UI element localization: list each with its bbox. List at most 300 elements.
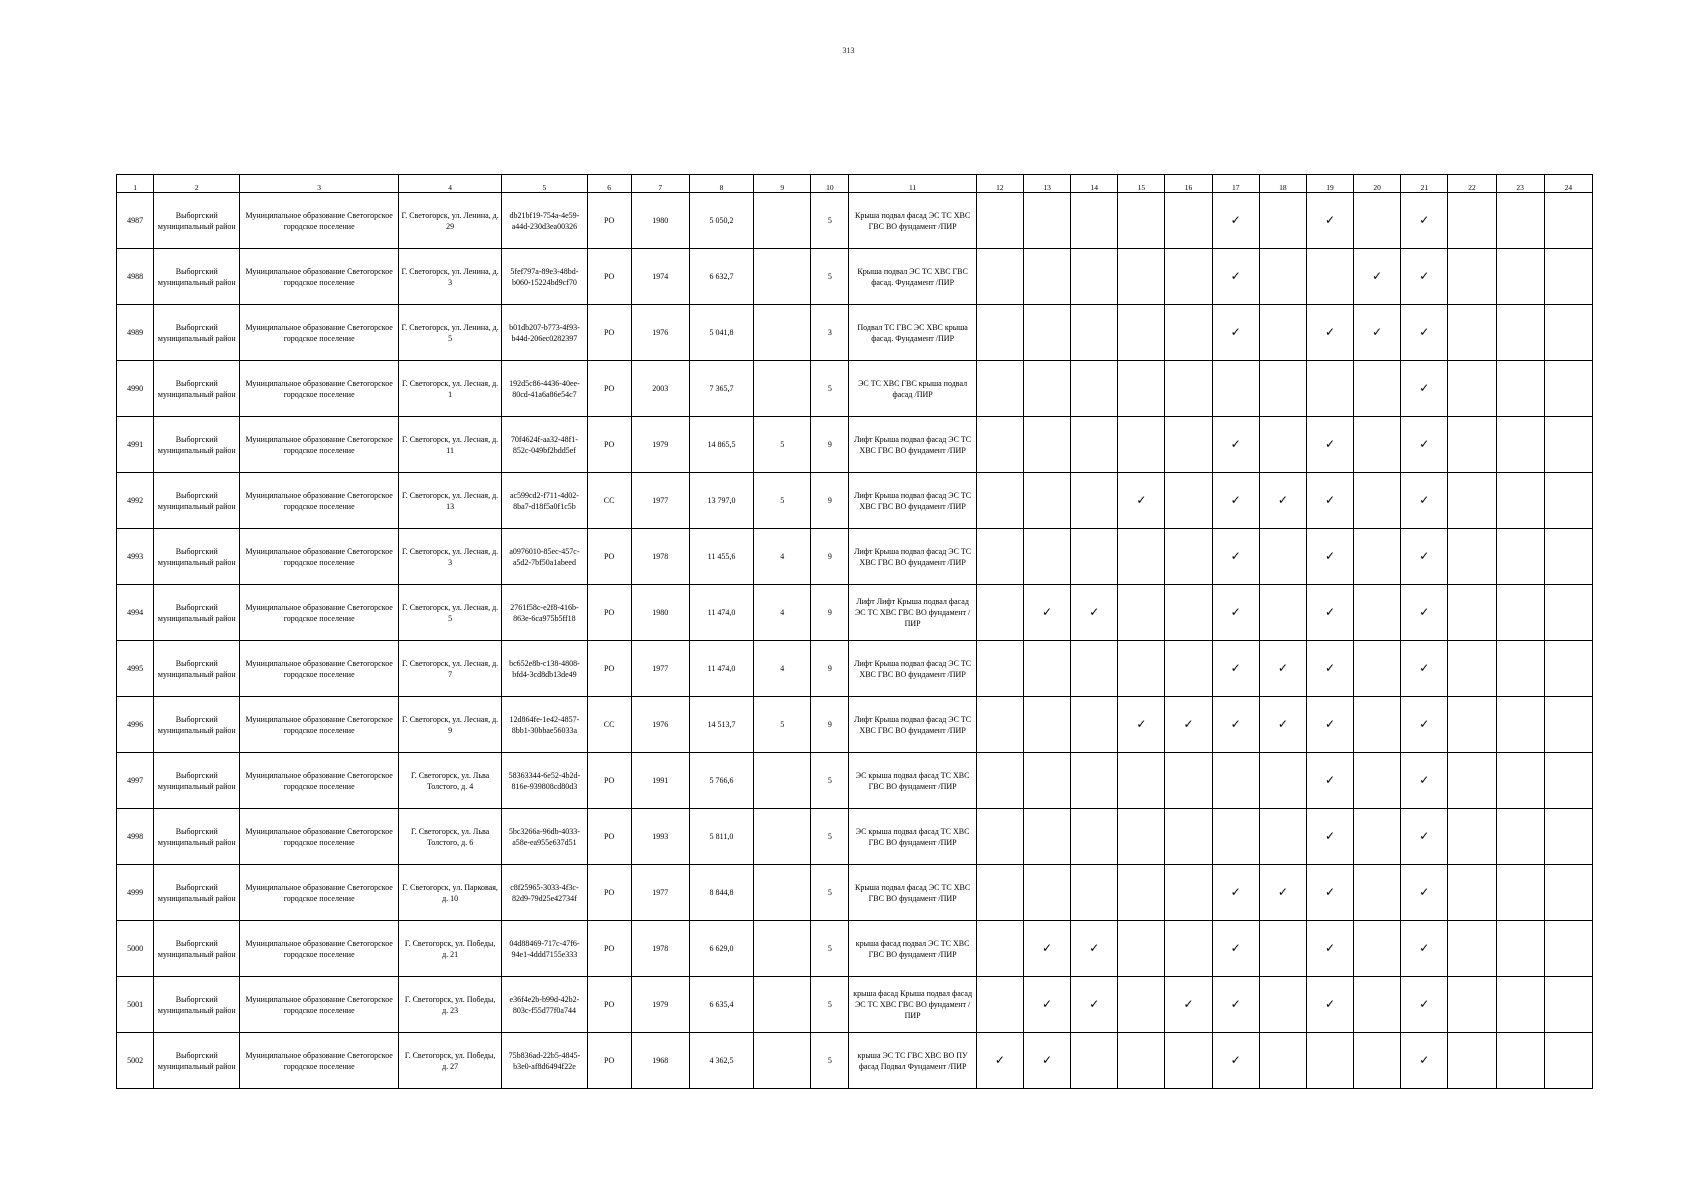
cell-col-6: РО [587,585,631,641]
cell-col-10: 9 [811,585,849,641]
check-mark-icon: ✓ [1071,585,1118,641]
cell-col-10: 9 [811,529,849,585]
cell-col-22 [1448,361,1496,417]
cell-col-8: 14 865,5 [689,417,753,473]
cell-col-1: 4989 [117,305,154,361]
table-header [117,175,1593,193]
cell-col-24 [1544,361,1592,417]
cell-col-2: Выборгский муниципальный район [154,529,240,585]
cell-col-15 [1118,529,1165,585]
cell-col-24 [1544,921,1592,977]
cell-col-13 [1023,753,1070,809]
cell-col-6: РО [587,865,631,921]
check-mark-icon: ✓ [1306,921,1353,977]
cell-col-16 [1165,361,1212,417]
cell-col-10: 9 [811,473,849,529]
cell-col-8: 6 629,0 [689,921,753,977]
cell-col-6: РО [587,305,631,361]
check-mark-icon: ✓ [1071,977,1118,1033]
cell-col-7: 1977 [631,641,689,697]
cell-col-11: Лифт Крыша подвал фасад ЭС ТС ХВС ГВС ВО фундамент /ПИР [849,473,976,529]
cell-col-18 [1259,585,1306,641]
cell-col-4: Г. Светогорск, ул. Льва Толстого, д. 6 [398,809,501,865]
check-mark-icon: ✓ [1212,977,1259,1033]
cell-col-14 [1071,193,1118,249]
cell-col-22 [1448,193,1496,249]
check-mark-icon: ✓ [1212,473,1259,529]
cell-col-7: 2003 [631,361,689,417]
cell-col-20 [1354,473,1401,529]
cell-col-3: Муниципальное образование Светогорское городское поселение [240,921,399,977]
cell-col-23 [1496,305,1544,361]
cell-col-15 [1118,417,1165,473]
cell-col-15 [1118,641,1165,697]
cell-col-15 [1118,361,1165,417]
column-header-1: 1 [117,175,154,193]
cell-col-23 [1496,417,1544,473]
check-mark-icon: ✓ [1401,641,1448,697]
table-row [117,977,1593,1033]
check-mark-icon: ✓ [1118,473,1165,529]
cell-col-13 [1023,193,1070,249]
cell-col-3: Муниципальное образование Светогорское городское поселение [240,1033,399,1089]
column-header-4: 4 [398,175,501,193]
cell-col-5: ac599cd2-f711-4d02-8ba7-d18f5a0f1c5b [502,473,587,529]
column-header-24: 24 [1544,175,1592,193]
cell-col-3: Муниципальное образование Светогорское городское поселение [240,305,399,361]
cell-col-7: 1976 [631,305,689,361]
check-mark-icon: ✓ [1259,865,1306,921]
cell-col-23 [1496,249,1544,305]
cell-col-24 [1544,1033,1592,1089]
check-mark-icon: ✓ [1401,249,1448,305]
column-header-12: 12 [976,175,1023,193]
cell-col-23 [1496,473,1544,529]
cell-col-8: 11 474,0 [689,585,753,641]
cell-col-5: 58363344-6e52-4b2d-816e-939808cd80d3 [502,753,587,809]
cell-col-18 [1259,809,1306,865]
cell-col-5: c8f25965-3033-4f3c-82d9-79d25e42734f [502,865,587,921]
table-row [117,697,1593,753]
cell-col-20 [1354,585,1401,641]
cell-col-9: 5 [754,417,811,473]
check-mark-icon: ✓ [1212,585,1259,641]
check-mark-icon: ✓ [1306,585,1353,641]
cell-col-6: РО [587,641,631,697]
cell-col-16 [1165,529,1212,585]
cell-col-7: 1974 [631,249,689,305]
cell-col-2: Выборгский муниципальный район [154,753,240,809]
column-header-17: 17 [1212,175,1259,193]
cell-col-12 [976,473,1023,529]
cell-col-4: Г. Светогорск, ул. Парковая, д. 10 [398,865,501,921]
cell-col-22 [1448,809,1496,865]
table-row [117,529,1593,585]
cell-col-12 [976,193,1023,249]
column-header-7: 7 [631,175,689,193]
cell-col-4: Г. Светогорск, ул. Лесная, д. 7 [398,641,501,697]
cell-col-10: 5 [811,361,849,417]
cell-col-2: Выборгский муниципальный район [154,697,240,753]
check-mark-icon: ✓ [1306,753,1353,809]
cell-col-24 [1544,865,1592,921]
cell-col-11: Лифт Крыша подвал фасад ЭС ТС ХВС ГВС ВО фундамент /ПИР [849,529,976,585]
cell-col-20 [1354,697,1401,753]
cell-col-4: Г. Светогорск, ул. Победы, д. 23 [398,977,501,1033]
cell-col-7: 1991 [631,753,689,809]
cell-col-4: Г. Светогорск, ул. Лесная, д. 1 [398,361,501,417]
check-mark-icon: ✓ [1165,697,1212,753]
cell-col-12 [976,809,1023,865]
cell-col-10: 5 [811,921,849,977]
cell-col-16 [1165,753,1212,809]
cell-col-24 [1544,809,1592,865]
cell-col-23 [1496,977,1544,1033]
cell-col-24 [1544,977,1592,1033]
cell-col-22 [1448,977,1496,1033]
cell-col-16 [1165,1033,1212,1089]
check-mark-icon: ✓ [1212,641,1259,697]
cell-col-7: 1977 [631,865,689,921]
column-header-23: 23 [1496,175,1544,193]
cell-col-22 [1448,473,1496,529]
cell-col-19 [1306,1033,1353,1089]
cell-col-11: крыша ЭС ТС ГВС ХВС ВО ПУ фасад Подвал Фундамент /ПИР [849,1033,976,1089]
cell-col-8: 11 455,6 [689,529,753,585]
cell-col-4: Г. Светогорск, ул. Лесная, д. 11 [398,417,501,473]
cell-col-23 [1496,921,1544,977]
cell-col-14 [1071,753,1118,809]
cell-col-2: Выборгский муниципальный район [154,641,240,697]
cell-col-17 [1212,361,1259,417]
check-mark-icon: ✓ [1306,641,1353,697]
cell-col-20 [1354,921,1401,977]
cell-col-2: Выборгский муниципальный район [154,809,240,865]
cell-col-10: 5 [811,753,849,809]
cell-col-9 [754,361,811,417]
cell-col-23 [1496,641,1544,697]
cell-col-5: 04d88469-717c-47f6-94e1-4ddd7155e333 [502,921,587,977]
cell-col-13 [1023,473,1070,529]
cell-col-9 [754,305,811,361]
cell-col-4: Г. Светогорск, ул. Льва Толстого, д. 4 [398,753,501,809]
cell-col-1: 4997 [117,753,154,809]
cell-col-3: Муниципальное образование Светогорское городское поселение [240,809,399,865]
cell-col-2: Выборгский муниципальный район [154,417,240,473]
cell-col-4: Г. Светогорск, ул. Лесная, д. 5 [398,585,501,641]
cell-col-3: Муниципальное образование Светогорское городское поселение [240,361,399,417]
cell-col-16 [1165,585,1212,641]
column-header-19: 19 [1306,175,1353,193]
cell-col-11: Крыша подвал ЭС ТС ХВС ГВС фасад. Фундамент /ПИР [849,249,976,305]
cell-col-9 [754,809,811,865]
cell-col-5: 2761f58c-e2f8-416b-863e-6ca975b5ff18 [502,585,587,641]
cell-col-10: 5 [811,977,849,1033]
cell-col-14 [1071,529,1118,585]
cell-col-9: 5 [754,697,811,753]
cell-col-6: РО [587,249,631,305]
cell-col-22 [1448,1033,1496,1089]
cell-col-9 [754,193,811,249]
cell-col-3: Муниципальное образование Светогорское городское поселение [240,753,399,809]
cell-col-8: 5 050,2 [689,193,753,249]
cell-col-2: Выборгский муниципальный район [154,921,240,977]
cell-col-11: крыша фасад Крыша подвал фасад ЭС ТС ХВС ГВС ВО фундамент /ПИР [849,977,976,1033]
cell-col-1: 4994 [117,585,154,641]
cell-col-6: РО [587,921,631,977]
cell-col-22 [1448,697,1496,753]
cell-col-1: 4990 [117,361,154,417]
column-header-10: 10 [811,175,849,193]
table-body [117,193,1593,1089]
cell-col-7: 1979 [631,417,689,473]
cell-col-23 [1496,193,1544,249]
cell-col-12 [976,417,1023,473]
cell-col-12 [976,249,1023,305]
column-header-8: 8 [689,175,753,193]
cell-col-7: 1977 [631,473,689,529]
check-mark-icon: ✓ [1306,193,1353,249]
cell-col-4: Г. Светогорск, ул. Ленина, д. 29 [398,193,501,249]
cell-col-16 [1165,305,1212,361]
check-mark-icon: ✓ [1212,697,1259,753]
cell-col-16 [1165,865,1212,921]
cell-col-24 [1544,473,1592,529]
cell-col-8: 8 844,8 [689,865,753,921]
cell-col-20 [1354,641,1401,697]
cell-col-22 [1448,529,1496,585]
check-mark-icon: ✓ [1306,417,1353,473]
cell-col-1: 4992 [117,473,154,529]
cell-col-14 [1071,865,1118,921]
check-mark-icon: ✓ [1306,977,1353,1033]
cell-col-8: 13 797,0 [689,473,753,529]
cell-col-3: Муниципальное образование Светогорское городское поселение [240,641,399,697]
cell-col-15 [1118,865,1165,921]
cell-col-3: Муниципальное образование Светогорское городское поселение [240,473,399,529]
cell-col-3: Муниципальное образование Светогорское городское поселение [240,417,399,473]
cell-col-1: 4993 [117,529,154,585]
cell-col-16 [1165,193,1212,249]
cell-col-15 [1118,921,1165,977]
cell-col-11: ЭС ТС ХВС ГВС крыша подвал фасад /ПИР [849,361,976,417]
cell-col-23 [1496,585,1544,641]
cell-col-24 [1544,305,1592,361]
cell-col-18 [1259,753,1306,809]
table-row [117,473,1593,529]
cell-col-11: Крыша подвал фасад ЭС ТС ХВС ГВС ВО фундамент /ПИР [849,865,976,921]
cell-col-24 [1544,641,1592,697]
cell-col-15 [1118,977,1165,1033]
cell-col-24 [1544,753,1592,809]
cell-col-6: РО [587,361,631,417]
check-mark-icon: ✓ [1118,697,1165,753]
cell-col-12 [976,865,1023,921]
cell-col-7: 1978 [631,529,689,585]
cell-col-11: Лифт Крыша подвал фасад ЭС ТС ХВС ГВС ВО фундамент /ПИР [849,641,976,697]
cell-col-2: Выборгский муниципальный район [154,977,240,1033]
column-header-20: 20 [1354,175,1401,193]
cell-col-1: 5002 [117,1033,154,1089]
check-mark-icon: ✓ [1023,977,1070,1033]
check-mark-icon: ✓ [1212,193,1259,249]
cell-col-20 [1354,977,1401,1033]
cell-col-1: 4991 [117,417,154,473]
cell-col-5: b01db207-b773-4f93-b44d-206ec0282397 [502,305,587,361]
check-mark-icon: ✓ [1306,865,1353,921]
check-mark-icon: ✓ [1023,921,1070,977]
cell-col-10: 3 [811,305,849,361]
check-mark-icon: ✓ [1401,977,1448,1033]
check-mark-icon: ✓ [1259,641,1306,697]
table-row [117,417,1593,473]
cell-col-10: 5 [811,809,849,865]
cell-col-7: 1980 [631,585,689,641]
column-header-22: 22 [1448,175,1496,193]
cell-col-8: 5 041,8 [689,305,753,361]
cell-col-7: 1976 [631,697,689,753]
cell-col-15 [1118,305,1165,361]
cell-col-18 [1259,529,1306,585]
cell-col-1: 4999 [117,865,154,921]
cell-col-22 [1448,865,1496,921]
cell-col-1: 4995 [117,641,154,697]
cell-col-18 [1259,361,1306,417]
cell-col-24 [1544,585,1592,641]
table-row [117,753,1593,809]
check-mark-icon: ✓ [1401,809,1448,865]
check-mark-icon: ✓ [1212,1033,1259,1089]
cell-col-22 [1448,641,1496,697]
cell-col-9: 5 [754,473,811,529]
cell-col-23 [1496,753,1544,809]
cell-col-5: a0976010-85ec-457c-a5d2-7bf50a1abeed [502,529,587,585]
cell-col-24 [1544,249,1592,305]
cell-col-5: 75b836ad-22b5-4845-b3e0-af8d6494f22e [502,1033,587,1089]
cell-col-20 [1354,1033,1401,1089]
cell-col-16 [1165,641,1212,697]
cell-col-2: Выборгский муниципальный район [154,585,240,641]
check-mark-icon: ✓ [1259,697,1306,753]
column-header-21: 21 [1401,175,1448,193]
column-header-5: 5 [502,175,587,193]
cell-col-7: 1993 [631,809,689,865]
check-mark-icon: ✓ [1401,361,1448,417]
cell-col-20 [1354,193,1401,249]
cell-col-14 [1071,1033,1118,1089]
check-mark-icon: ✓ [1354,305,1401,361]
cell-col-18 [1259,417,1306,473]
cell-col-4: Г. Светогорск, ул. Лесная, д. 3 [398,529,501,585]
check-mark-icon: ✓ [1401,921,1448,977]
cell-col-15 [1118,249,1165,305]
check-mark-icon: ✓ [1401,305,1448,361]
check-mark-icon: ✓ [1212,921,1259,977]
cell-col-3: Муниципальное образование Светогорское городское поселение [240,977,399,1033]
cell-col-6: СС [587,473,631,529]
check-mark-icon: ✓ [1212,305,1259,361]
check-mark-icon: ✓ [1212,529,1259,585]
cell-col-14 [1071,473,1118,529]
cell-col-9 [754,753,811,809]
cell-col-8: 4 362,5 [689,1033,753,1089]
cell-col-4: Г. Светогорск, ул. Лесная, д. 13 [398,473,501,529]
cell-col-3: Муниципальное образование Светогорское городское поселение [240,529,399,585]
check-mark-icon: ✓ [1401,697,1448,753]
cell-col-10: 5 [811,193,849,249]
cell-col-23 [1496,697,1544,753]
cell-col-14 [1071,361,1118,417]
cell-col-24 [1544,529,1592,585]
cell-col-22 [1448,585,1496,641]
check-mark-icon: ✓ [1023,1033,1070,1089]
cell-col-23 [1496,1033,1544,1089]
cell-col-15 [1118,1033,1165,1089]
cell-col-22 [1448,305,1496,361]
cell-col-2: Выборгский муниципальный район [154,249,240,305]
cell-col-4: Г. Светогорск, ул. Победы, д. 27 [398,1033,501,1089]
cell-col-13 [1023,249,1070,305]
page-number: 313 [842,46,855,55]
cell-col-18 [1259,249,1306,305]
cell-col-9: 4 [754,641,811,697]
cell-col-22 [1448,921,1496,977]
check-mark-icon: ✓ [1401,753,1448,809]
cell-col-3: Муниципальное образование Светогорское городское поселение [240,193,399,249]
cell-col-10: 5 [811,1033,849,1089]
cell-col-24 [1544,193,1592,249]
column-header-11: 11 [849,175,976,193]
cell-col-4: Г. Светогорск, ул. Победы, д. 21 [398,921,501,977]
cell-col-6: СС [587,697,631,753]
cell-col-12 [976,305,1023,361]
cell-col-20 [1354,417,1401,473]
cell-col-12 [976,921,1023,977]
cell-col-15 [1118,753,1165,809]
column-header-14: 14 [1071,175,1118,193]
check-mark-icon: ✓ [1306,473,1353,529]
check-mark-icon: ✓ [1401,1033,1448,1089]
cell-col-6: РО [587,1033,631,1089]
cell-col-20 [1354,753,1401,809]
cell-col-9 [754,921,811,977]
cell-col-8: 7 365,7 [689,361,753,417]
cell-col-3: Муниципальное образование Светогорское городское поселение [240,585,399,641]
cell-col-18 [1259,921,1306,977]
table-row [117,921,1593,977]
cell-col-17 [1212,753,1259,809]
check-mark-icon: ✓ [1259,473,1306,529]
cell-col-9 [754,865,811,921]
cell-col-10: 5 [811,249,849,305]
cell-col-13 [1023,865,1070,921]
column-number-row [117,175,1593,193]
table-row [117,865,1593,921]
cell-col-14 [1071,249,1118,305]
check-mark-icon: ✓ [1071,921,1118,977]
cell-col-19 [1306,361,1353,417]
cell-col-24 [1544,417,1592,473]
cell-col-9: 4 [754,585,811,641]
cell-col-6: РО [587,529,631,585]
column-header-18: 18 [1259,175,1306,193]
cell-col-20 [1354,809,1401,865]
cell-col-5: db21bf19-754a-4e59-a44d-230d3ea00326 [502,193,587,249]
cell-col-5: 12d864fe-1e42-4857-8bb1-30bbae56033a [502,697,587,753]
cell-col-1: 4988 [117,249,154,305]
check-mark-icon: ✓ [1306,305,1353,361]
cell-col-13 [1023,641,1070,697]
